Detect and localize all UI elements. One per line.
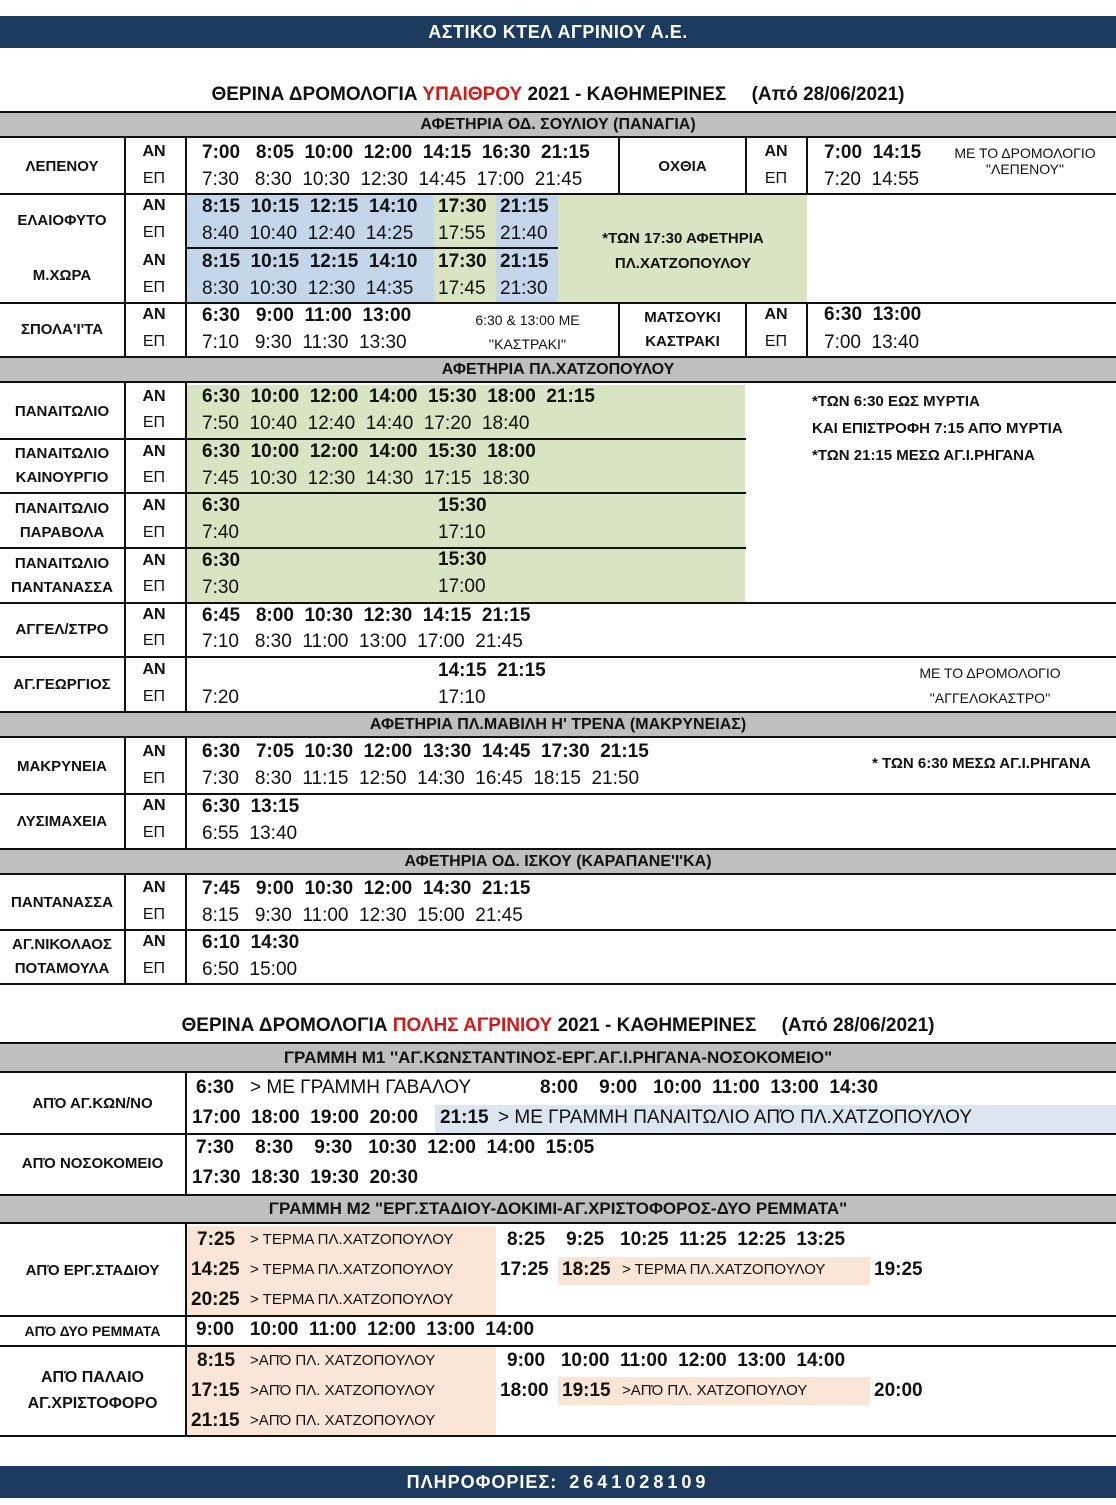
times-ep: 6:50 15:00 xyxy=(202,959,298,980)
dir-ep: ΕΠ xyxy=(142,333,166,350)
time: 20:25 xyxy=(191,1289,240,1310)
dir-an: ΑΝ xyxy=(142,252,166,269)
times-ep: 7:20 14:55 xyxy=(824,169,920,190)
from-palaio-ag-christoforo: ΑΠΌ ΠΑΛΑΙΟ ΑΓ.ΧΡΙΣΤΟΦΟΡΟ xyxy=(27,1369,158,1412)
times-ep: 8:15 9:30 11:00 12:30 15:00 21:45 xyxy=(202,905,523,926)
times-an: 6:10 14:30 xyxy=(202,932,300,953)
stop-makryneia: ΜΑΚΡΥΝΕΙΑ xyxy=(16,757,107,775)
dir-an: ΑΝ xyxy=(142,661,166,678)
times-an: 14:15 21:15 xyxy=(438,660,546,681)
section-heading-iskou: ΑΦΕΤΗΡΙΑ ΟΔ. ΙΣΚΟΥ (ΚΑΡΑΠΑΝΕ'Ι'ΚΑ) xyxy=(0,848,1116,875)
times-ep: 17:00 xyxy=(438,576,486,597)
dir-ep: ΕΠ xyxy=(142,469,166,486)
times-ep: 17:10 xyxy=(438,522,486,543)
route-note: ΜΕ ΤΟ ΔΡΟΜΟΛΟΓΙΟ "ΛΕΠΕΝΟΥ" xyxy=(954,145,1096,177)
section-heading-mavili: ΑΦΕΤΗΡΙΑ ΠΛ.ΜΑΒΙΛΗ Η' ΤΡΕΝΑ (ΜΑΚΡΥΝΕΙΑΣ) xyxy=(0,711,1116,738)
times-an: 6:30 xyxy=(202,495,241,516)
info-banner xyxy=(0,1466,1116,1498)
dir-ep: ΕΠ xyxy=(142,632,166,649)
stop-ag-nikolaos-potamoula: ΑΓ.ΝΙΚΟΛΑΟΣ ΠΟΤΑΜΟΥΛΑ xyxy=(12,936,112,977)
stop-pantanassa: ΠΑΝΤΑΝΑΣΣΑ xyxy=(11,894,113,911)
dir-ep: ΕΠ xyxy=(142,960,166,977)
dir-an: ΑΝ xyxy=(142,879,166,896)
times-an: 17:30 xyxy=(438,196,487,217)
info-label: ΠΛΗΡΟΦΟΡΙΕΣ: xyxy=(406,1471,558,1492)
times-an: 6:30 10:00 12:00 14:00 15:30 18:00 21:15 xyxy=(202,386,595,407)
times-an: 7:00 14:15 xyxy=(824,142,922,163)
time: 19:15 xyxy=(562,1380,611,1401)
from-ag-konstantinos: ΑΠΌ ΑΓ.ΚΩΝ/ΝΟ xyxy=(32,1095,153,1112)
times-ep: 7:50 10:40 12:40 14:40 17:20 18:40 xyxy=(202,413,530,434)
dir-ep: ΕΠ xyxy=(142,578,166,595)
dir-an: ΑΝ xyxy=(142,388,166,405)
times-ep: 7:20 xyxy=(202,687,239,708)
times-ep: 7:30 xyxy=(202,577,239,598)
dir-ep: ΕΠ xyxy=(142,279,166,296)
time: 14:25 xyxy=(191,1259,240,1280)
route-note: >ΑΠΌ ΠΛ. ΧΑΤΖΟΠΟΥΛΟΥ xyxy=(250,1382,436,1399)
route-note: >ΑΠΌ ΠΛ. ΧΑΤΖΟΠΟΥΛΟΥ xyxy=(250,1352,436,1369)
times: 8:25 9:25 10:25 11:25 12:25 13:25 xyxy=(507,1229,846,1250)
times-ep: 7:40 xyxy=(202,522,239,543)
dir-ep: ΕΠ xyxy=(142,224,166,241)
stop-panaitolio: ΠΑΝΑΙΤΩΛΙΟ xyxy=(14,402,110,420)
stop-ag-georgios: ΑΓ.ΓΕΩΡΓΙΟΣ xyxy=(13,675,111,693)
times-ep: 17:10 xyxy=(438,687,486,708)
times-ep: 17:45 xyxy=(438,278,486,299)
times-an: 6:30 xyxy=(202,550,241,571)
times-an: 7:45 9:00 10:30 12:00 14:30 21:15 xyxy=(202,878,531,899)
dir-an: ΑΝ xyxy=(142,143,166,160)
route-note: 6:30 & 13:00 ΜΕ ''ΚΑΣΤΡΑΚΙ'' xyxy=(475,312,580,352)
city-schedule-title: ΘΕΡΙΝΑ ΔΡΟΜΟΛΟΓΙΑ ΠΟΛΗΣ ΑΓΡΙΝΙΟΥ 2021 - ΚΑΘΗΜΕΡΙΝΕΣ (Από 28/06/2021) xyxy=(181,1015,935,1036)
time: 20:00 xyxy=(874,1380,923,1401)
dir-ep: ΕΠ xyxy=(142,688,166,705)
route-note: > ΤΕΡΜΑ ΠΛ.ΧΑΤΖΟΠΟΥΛΟΥ xyxy=(250,1261,454,1278)
stop-lysimacheia: ΛΥΣΙΜΑΧΕΙΑ xyxy=(16,812,108,830)
route-note: > ΤΕΡΜΑ ΠΛ.ΧΑΤΖΟΠΟΥΛΟΥ xyxy=(250,1231,454,1248)
route-note: > ΜΕ ΓΡΑΜΜΗ ΠΑΝΑΙΤΩΛΙΟ ΑΠΌ ΠΛ.ΧΑΤΖΟΠΟΥΛΟΥ xyxy=(498,1107,973,1128)
stop-lepenou: ΛΕΠΕΝΟΥ xyxy=(25,157,99,175)
times-ep: 7:30 8:30 10:30 12:30 14:45 17:00 21:45 xyxy=(202,169,583,190)
green-note: *ΤΩΝ 17:30 ΑΦΕΤΗΡΙΑ ΠΛ.ΧΑΤΖΟΠΟΥΛΟΥ xyxy=(602,230,764,272)
route-note: >ΑΠΌ ΠΛ. ΧΑΤΖΟΠΟΥΛΟΥ xyxy=(250,1412,436,1429)
times-ep: 7:45 10:30 12:30 14:30 17:15 18:30 xyxy=(202,468,530,489)
route-note: >ΑΠΌ ΠΛ. ΧΑΤΖΟΠΟΥΛΟΥ xyxy=(622,1382,808,1399)
stop-aggelokastro: ΑΓΓΕΛ/ΣΤΡΟ xyxy=(15,621,109,638)
stop-panaitolio-pantanassa: ΠΑΝΑΙΤΩΛΙΟ ΠΑΝΤΑΝΑΣΣΑ xyxy=(11,554,113,596)
route-note: ΜΕ ΤΟ ΔΡΟΜΟΛΟΓΙΟ ''ΑΓΓΕΛΟΚΑΣΤΡΟ'' xyxy=(919,665,1061,706)
time: 19:25 xyxy=(874,1259,923,1280)
route-note: * ΤΩΝ 6:30 ΜΕΣΩ ΑΓ.Ι.ΡΗΓΑΝΑ xyxy=(872,755,1091,772)
from-nosokomeio: ΑΠΌ ΝΟΣΟΚΟΜΕΙΟ xyxy=(21,1155,164,1172)
times-ep: 7:00 13:40 xyxy=(824,332,920,353)
line-m2-heading: ΓΡΑΜΜΗ Μ2 "ΕΡΓ.ΣΤΑΔΙΟΥ-ΔΟΚΙΜΙ-ΑΓ.ΧΡΙΣΤΟΦΟΡΟΣ-ΔΥΟ ΡΕΜΜΑΤΑ" xyxy=(0,1194,1116,1224)
dir-an: ΑΝ xyxy=(764,143,788,160)
times-ep: 21:30 xyxy=(500,278,548,299)
times-an: 8:15 10:15 12:15 14:10 xyxy=(202,251,418,272)
times-an: 21:15 xyxy=(500,196,549,217)
times-an: 8:15 10:15 12:15 14:10 xyxy=(202,196,418,217)
times: 17:00 18:00 19:00 20:00 xyxy=(192,1107,419,1128)
times: 7:30 8:30 9:30 10:30 12:00 14:00 15:05 xyxy=(196,1137,595,1158)
stop-ochthia: ΟΧΘΙΑ xyxy=(658,157,707,175)
times-ep: 8:30 10:30 12:30 14:35 xyxy=(202,278,414,299)
stop-panaitolio-kainourgio: ΠΑΝΑΙΤΩΛΙΟ ΚΑΙΝΟΥΡΓΙΟ xyxy=(14,445,110,486)
time: 18:25 xyxy=(562,1259,611,1280)
route-note: > ΜΕ ΓΡΑΜΜΗ ΓΑΒΑΛΟΥ xyxy=(250,1077,472,1098)
times-an: 6:30 13:00 xyxy=(824,304,922,325)
dir-ep: ΕΠ xyxy=(764,333,788,350)
time: 18:00 xyxy=(500,1380,549,1401)
times-ep: 8:40 10:40 12:40 14:25 xyxy=(202,223,414,244)
time: 8:15 xyxy=(197,1350,236,1371)
phone-number: 2641028109 xyxy=(569,1471,710,1492)
times: 8:00 9:00 10:00 11:00 13:00 14:30 xyxy=(540,1077,879,1098)
time: 17:15 xyxy=(191,1380,240,1401)
stop-panaitolio-paravola: ΠΑΝΑΙΤΩΛΙΟ ΠΑΡΑΒΟΛΑ xyxy=(14,499,110,541)
dir-ep: ΕΠ xyxy=(142,524,166,541)
route-note: > ΤΕΡΜΑ ΠΛ.ΧΑΤΖΟΠΟΥΛΟΥ xyxy=(250,1291,454,1308)
from-dyo-remmata: ΑΠΌ ΔΥΟ ΡΕΜΜΑΤΑ xyxy=(24,1323,161,1339)
time: 21:15 xyxy=(191,1410,240,1431)
time: 17:25 xyxy=(500,1259,549,1280)
times-an: 21:15 xyxy=(500,251,549,272)
dir-ep: ΕΠ xyxy=(142,824,166,841)
dir-an: ΑΝ xyxy=(764,306,788,323)
times: 9:00 10:00 11:00 12:00 13:00 14:00 xyxy=(196,1319,535,1340)
time: 7:25 xyxy=(197,1229,236,1250)
times-ep: 6:55 13:40 xyxy=(202,823,298,844)
stop-elaiofyto: ΕΛΑΙΟΦΥΤΟ xyxy=(17,212,107,229)
times-an: 6:45 8:00 10:30 12:30 14:15 21:15 xyxy=(202,605,531,626)
stop-m-chora: Μ.ΧΩΡΑ xyxy=(32,266,92,284)
time: 21:15 xyxy=(440,1107,489,1128)
stop-matsouki-kastraki: ΜΑΤΣΟΥΚΙ ΚΑΣΤΡΑΚΙ xyxy=(644,309,721,350)
time: 6:30 xyxy=(196,1077,235,1098)
times-ep: 7:10 8:30 11:00 13:00 17:00 21:45 xyxy=(202,631,523,652)
times-ep: 7:10 9:30 11:30 13:30 xyxy=(202,332,407,353)
times-ep: 17:55 xyxy=(438,223,486,244)
times-an: 7:00 8:05 10:00 12:00 14:15 16:30 21:15 xyxy=(202,142,590,163)
times-ep: 7:30 8:30 11:15 12:50 14:30 16:45 18:15 21:50 xyxy=(202,768,640,789)
times-an: 15:30 xyxy=(438,495,487,516)
section-heading-chatzopoulou: ΑΦΕΤΗΡΙΑ ΠΛ.ΧΑΤΖΟΠΟΥΛΟΥ xyxy=(0,356,1116,383)
dir-an: ΑΝ xyxy=(142,606,166,623)
dir-an: ΑΝ xyxy=(142,552,166,569)
dir-ep: ΕΠ xyxy=(764,170,788,187)
times-an: 6:30 9:00 11:00 13:00 xyxy=(202,305,412,326)
company-name: ΑΣΤΙΚΟ ΚΤΕΛ ΑΓΡΙΝΙΟΥ Α.Ε. xyxy=(428,21,688,42)
dir-an: ΑΝ xyxy=(142,743,166,760)
route-note: > ΤΕΡΜΑ ΠΛ.ΧΑΤΖΟΠΟΥΛΟΥ xyxy=(622,1261,826,1278)
dir-ep: ΕΠ xyxy=(142,414,166,431)
dir-an: ΑΝ xyxy=(142,443,166,460)
dir-an: ΑΝ xyxy=(142,306,166,323)
section-heading-souliou: ΑΦΕΤΗΡΙΑ ΟΔ. ΣΟΥΛΙΟΥ (ΠΑΝΑΓΙΑ) xyxy=(0,111,1116,138)
company-banner xyxy=(0,16,1116,48)
times-an: 17:30 xyxy=(438,251,487,272)
line-m1-heading: ΓΡΑΜΜΗ Μ1 ''ΑΓ.ΚΩΝΣΤΑΝΤΙΝΟΣ-ΕΡΓ.ΑΓ.Ι.ΡΗΓΑΝΑ-ΝΟΣΟΚΟΜΕΙΟ" xyxy=(0,1042,1116,1073)
rural-schedule-title: ΘΕΡΙΝΑ ΔΡΟΜΟΛΟΓΙΑ ΥΠΑΙΘΡΟΥ 2021 - ΚΑΘΗΜΕΡΙΝΕΣ (Από 28/06/2021) xyxy=(211,84,905,105)
dir-an: ΑΝ xyxy=(142,933,166,950)
dir-an: ΑΝ xyxy=(142,497,166,514)
dir-ep: ΕΠ xyxy=(142,770,166,787)
dir-an: ΑΝ xyxy=(142,797,166,814)
section-notes: *ΤΩΝ 6:30 ΕΩΣ ΜΥΡΤΙΑ ΚΑΙ ΕΠΙΣΤΡΟΦΗ 7:15 ΑΠΌ ΜΥΡΤΙΑ *ΤΩΝ 21:15 ΜΕΣΩ ΑΓ.Ι.ΡΗΓΑΝΑ xyxy=(812,393,1063,464)
dir-ep: ΕΠ xyxy=(142,170,166,187)
times-an: 6:30 7:05 10:30 12:00 13:30 14:45 17:30 21:15 xyxy=(202,741,649,762)
from-erg-stadiou: ΑΠΌ ΕΡΓ.ΣΤΑΔΙΟΥ xyxy=(25,1261,160,1279)
dir-an: ΑΝ xyxy=(142,197,166,214)
times-an: 6:30 10:00 12:00 14:00 15:30 18:00 xyxy=(202,441,536,462)
times: 9:00 10:00 11:00 12:00 13:00 14:00 xyxy=(507,1350,846,1371)
times: 17:30 18:30 19:30 20:30 xyxy=(192,1167,419,1188)
stop-spolaita: ΣΠΟΛΑ'Ι'ΤΑ xyxy=(20,321,104,338)
times-ep: 21:40 xyxy=(500,223,548,244)
times-an: 6:30 13:15 xyxy=(202,796,300,817)
times-an: 15:30 xyxy=(438,549,487,570)
dir-ep: ΕΠ xyxy=(142,906,166,923)
